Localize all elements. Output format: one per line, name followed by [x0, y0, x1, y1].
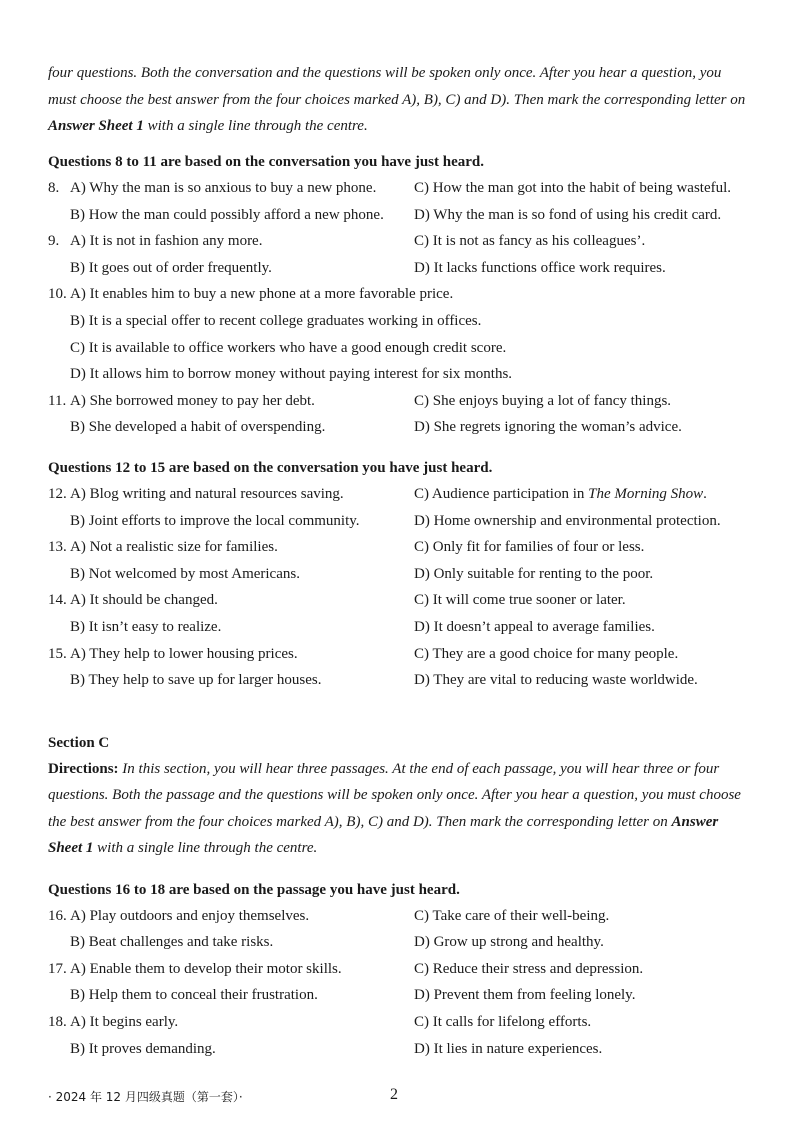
question-17-row-2: [48, 982, 748, 1009]
question-number: 14.: [48, 592, 67, 609]
option-d[interactable]: D) Why the man is so fond of using his credit card.: [414, 206, 722, 223]
option-a[interactable]: A) Blog writing and natural resources saving.: [70, 485, 344, 502]
option-d[interactable]: D) Prevent them from feeling lonely.: [414, 987, 636, 1004]
option-c[interactable]: C) Audience participation in The Morning Show.: [414, 485, 707, 502]
option-b[interactable]: B) She developed a habit of overspending.: [70, 419, 326, 436]
option-c[interactable]: C) It is available to office workers who have a good enough credit score.: [70, 339, 507, 356]
question-8-row-1: [48, 175, 748, 202]
option-c[interactable]: C) Take care of their well-being.: [414, 907, 610, 924]
option-c[interactable]: C) She enjoys buying a lot of fancy things.: [414, 392, 672, 409]
question-14-row-1: [48, 587, 748, 614]
option-d[interactable]: D) It doesn’t appeal to average families.: [414, 618, 655, 635]
question-number: 17.: [48, 960, 67, 977]
option-a[interactable]: A) She borrowed money to pay her debt.: [70, 392, 315, 409]
question-number: 12.: [48, 485, 67, 502]
question-12-row-2: [48, 508, 748, 535]
exam-page: [48, 60, 748, 1062]
option-d[interactable]: D) Home ownership and environmental protection.: [414, 512, 721, 529]
option-b[interactable]: B) Beat challenges and take risks.: [70, 934, 274, 951]
question-16-row-2: [48, 929, 748, 956]
option-a[interactable]: A) Play outdoors and enjoy themselves.: [70, 907, 310, 924]
exam-source-label: · 2024 年 12 月四级真题（第一套）·: [48, 1090, 243, 1104]
option-d[interactable]: D) They are vital to reducing waste worldwide.: [414, 672, 698, 689]
group-heading: Questions 16 to 18 are based on the passage you have just heard.: [48, 881, 460, 898]
option-b[interactable]: B) Joint efforts to improve the local community.: [70, 512, 360, 529]
question-number: 10.: [48, 286, 67, 303]
option-d[interactable]: D) She regrets ignoring the woman’s advice.: [414, 419, 682, 436]
answer-sheet-ref: Answer Sheet 1: [48, 813, 719, 857]
question-9-row-1: [48, 228, 748, 255]
question-15-row-1: [48, 641, 748, 668]
group-heading: Questions 8 to 11 are based on the conversation you have just heard.: [48, 154, 484, 170]
question-number: 13.: [48, 539, 67, 556]
question-17-row-1: [48, 956, 748, 983]
question-10-row-2: [48, 308, 748, 335]
option-b[interactable]: B) It is a special offer to recent college graduates working in offices.: [70, 312, 482, 329]
question-13-row-2: [48, 561, 748, 588]
question-12-row-1: [48, 481, 748, 508]
option-a[interactable]: A) It enables him to buy a new phone at a more favorable price.: [70, 286, 454, 303]
question-number: 11.: [48, 392, 67, 409]
question-13-row-1: [48, 534, 748, 561]
question-number: 15.: [48, 645, 67, 662]
question-number: 8.: [48, 180, 60, 196]
question-18-row-1: [48, 1009, 748, 1036]
question-number: 16.: [48, 907, 67, 924]
question-10-row-1: [48, 281, 748, 308]
option-c[interactable]: C) How the man got into the habit of being wasteful.: [414, 180, 732, 196]
option-b[interactable]: B) It isn’t easy to realize.: [70, 618, 222, 635]
option-d[interactable]: D) Grow up strong and healthy.: [414, 934, 604, 951]
option-b[interactable]: B) It proves demanding.: [70, 1040, 216, 1057]
page-footer: [48, 1086, 748, 1108]
section-title: Section C: [48, 734, 110, 751]
section-c: [48, 730, 748, 862]
section-c-directions: Directions: In this section, you will hear three passages. At the end of each passage, you will hear three or four questions. Both the passage and the questions will be spoken only once. After you hear a question, you must choose the best answer from the four choices marked A), B), C) and D). Then mark the corresponding letter on Answer Sheet 1 with a single line through the centre.: [48, 760, 741, 857]
option-d[interactable]: D) It allows him to borrow money without paying interest for six months.: [70, 366, 513, 383]
option-d[interactable]: D) It lacks functions office work requires.: [414, 259, 666, 276]
answer-sheet-ref: Answer Sheet 1: [48, 118, 144, 134]
question-group-16-18: [48, 877, 748, 1063]
show-title: The Morning Show: [588, 485, 704, 502]
intro-directions: four questions. Both the conversation and the questions will be spoken only once. After you hear a question, you must choose the best answer from the four choices marked A), B), C) and D). Then mark the corresponding letter on Answer Sheet 1 with a single line through the centre.: [48, 65, 746, 134]
question-number: 9.: [48, 233, 60, 250]
question-group-8-11: [48, 149, 748, 441]
option-a[interactable]: A) Why the man is so anxious to buy a new phone.: [70, 180, 377, 196]
question-15-row-2: [48, 667, 748, 694]
option-a[interactable]: A) Enable them to develop their motor skills.: [70, 960, 342, 977]
directions-label: Directions:: [48, 760, 119, 777]
option-b[interactable]: B) Not welcomed by most Americans.: [70, 565, 300, 582]
question-group-12-15: [48, 455, 748, 694]
option-c[interactable]: C) It will come true sooner or later.: [414, 592, 626, 609]
option-b[interactable]: B) Help them to conceal their frustration.: [70, 987, 318, 1004]
option-a[interactable]: A) It begins early.: [70, 1014, 179, 1031]
option-c[interactable]: C) Only fit for families of four or less.: [414, 539, 645, 556]
option-b[interactable]: B) It goes out of order frequently.: [70, 259, 272, 276]
question-11-row-1: [48, 388, 748, 415]
question-18-row-2: [48, 1036, 748, 1063]
option-c[interactable]: C) It calls for lifelong efforts.: [414, 1014, 592, 1031]
option-c[interactable]: C) They are a good choice for many people.: [414, 645, 679, 662]
group-heading: Questions 12 to 15 are based on the conversation you have just heard.: [48, 459, 493, 476]
option-b[interactable]: B) They help to save up for larger houses.: [70, 672, 322, 689]
option-a[interactable]: A) It should be changed.: [70, 592, 218, 609]
question-8-row-2: [48, 202, 748, 229]
question-14-row-2: [48, 614, 748, 641]
option-b[interactable]: B) How the man could possibly afford a new phone.: [70, 206, 384, 223]
question-9-row-2: [48, 255, 748, 282]
option-c[interactable]: C) It is not as fancy as his colleagues’.: [414, 233, 646, 250]
option-d[interactable]: D) It lies in nature experiences.: [414, 1040, 603, 1057]
question-10-row-4: [48, 361, 748, 388]
option-c[interactable]: C) Reduce their stress and depression.: [414, 960, 644, 977]
question-10-row-3: [48, 335, 748, 362]
page-number: 2: [390, 1086, 398, 1103]
option-a[interactable]: A) They help to lower housing prices.: [70, 645, 298, 662]
question-number: 18.: [48, 1014, 67, 1031]
question-16-row-1: [48, 903, 748, 930]
option-d[interactable]: D) Only suitable for renting to the poor.: [414, 565, 654, 582]
option-a[interactable]: A) Not a realistic size for families.: [70, 539, 278, 556]
option-a[interactable]: A) It is not in fashion any more.: [70, 233, 263, 250]
question-11-row-2: [48, 414, 748, 441]
